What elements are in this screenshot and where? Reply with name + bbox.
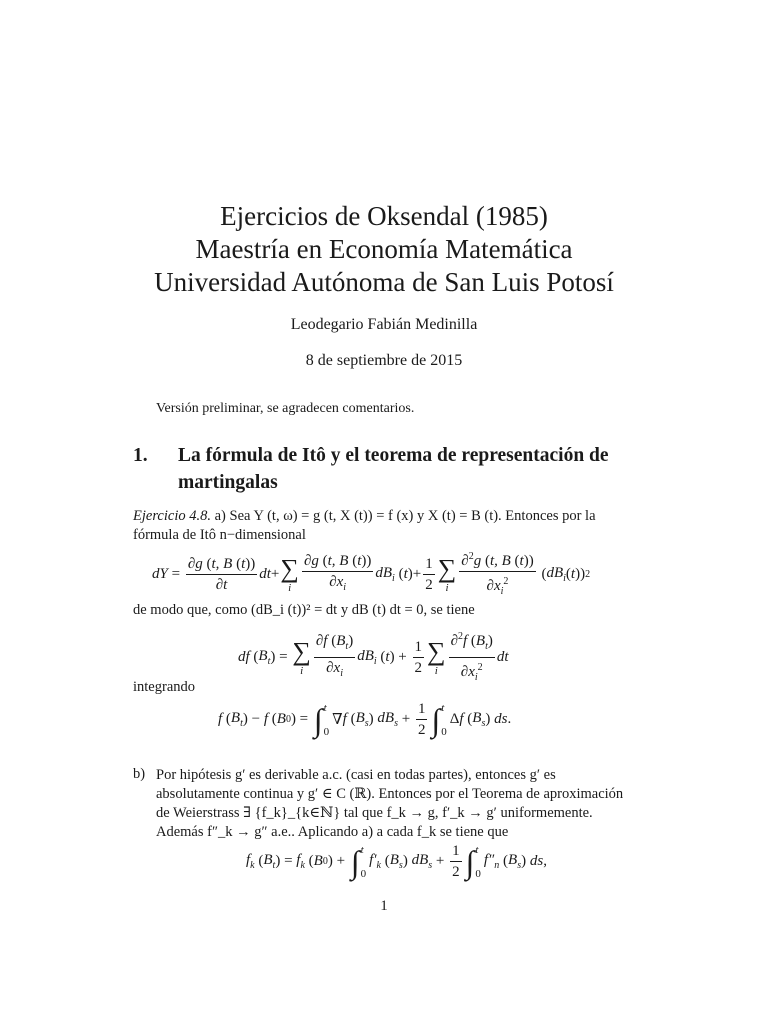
equation-df: df ( $B_t$ ) = ∑ i $\frac{\partial f (B_t)}{\partial x_i}$ $dB_i$ ( t ) + $\frac{1}{2}$ ∑ i $\frac{\partial^2f (B_t)}{\partial x_i^2}$ dt (238, 628, 638, 687)
title-line-1: Ejercicios de Oksendal (1985) (220, 201, 548, 231)
section-heading (133, 442, 643, 496)
author: Leodegario Fabián Medinilla (290, 316, 478, 333)
title-line-3: Universidad Autónoma de San Luis Potosí (154, 267, 614, 297)
section-number: 1. (133, 445, 148, 466)
part-a-label: a) (214, 508, 226, 524)
text-mid: de modo que, como (dB_i (t))² = dt y dB (t) dt = 0, se tiene (133, 602, 475, 618)
equation-integral: f ( $B_t$ ) − f ( B 0 ) = ∫ t 0 ∇ f ( $B_s$ ) $dB_s$ + $\frac{1}{2}$ ∫ t 0 Δ f ( $B_s$ ) ds . (218, 701, 512, 738)
part-b-label: b) (133, 766, 146, 782)
date: 8 de septiembre de 2015 (305, 352, 463, 369)
part-b-text: Por hipótesis g′ es derivable a.c. (casi en todas partes), entonces g′ es absolutamente continua y g′ ∈ C (ℝ). Entonces por el Teorema de aproximación de Weierstrass ∃ {f_k}_{k∈ℕ} tal que f_k → g, f′_k → g′ uniformemente. Además f″_k → g″ a.e.. Aplicando a) a cada f_k se tiene que (156, 767, 624, 840)
exercise-label: Ejercicio 4.8. (133, 508, 211, 524)
page-number: 1 (380, 898, 388, 914)
exercise-intro-text: Sea Y (t, ω) = g (t, X (t)) = f (x) y X (t) = B (t). Entonces por la fórmula de Itô n−dimensional (133, 508, 596, 543)
exercise-intro (133, 507, 638, 545)
equation-fk: $f_k$ ( $B_t$ ) = $f_k$ ( B 0 ) + ∫ t 0 $f'_k$ ( $B_s$ ) $dB_s$ + $\frac{1}{2}$ ∫ t 0 $f''_n$ ( $B_s$ ) ds , (246, 843, 547, 880)
section-title: La fórmula de Itô y el teorema de representación de martingalas (178, 445, 609, 493)
preliminary-note: Versión preliminar, se agradecen comentarios. (156, 401, 415, 416)
title-block (0, 200, 768, 299)
text-integrando: integrando (133, 679, 196, 695)
equation-ito-formula: dY = $\frac{\partial g (t, B (t))}{\partial t}$ dt + ∑ i $\frac{\partial g (t, B (t))}{\partial x_i}$ $dB_i$ ( t )+ $\frac{1}{2}$ ∑ i $\frac{\partial^2g (t, B (t))}{\partial x_i^2}$ ( $dB_i$ ( t )) 2 (152, 548, 712, 601)
title-line-2: Maestría en Economía Matemática (195, 234, 573, 264)
